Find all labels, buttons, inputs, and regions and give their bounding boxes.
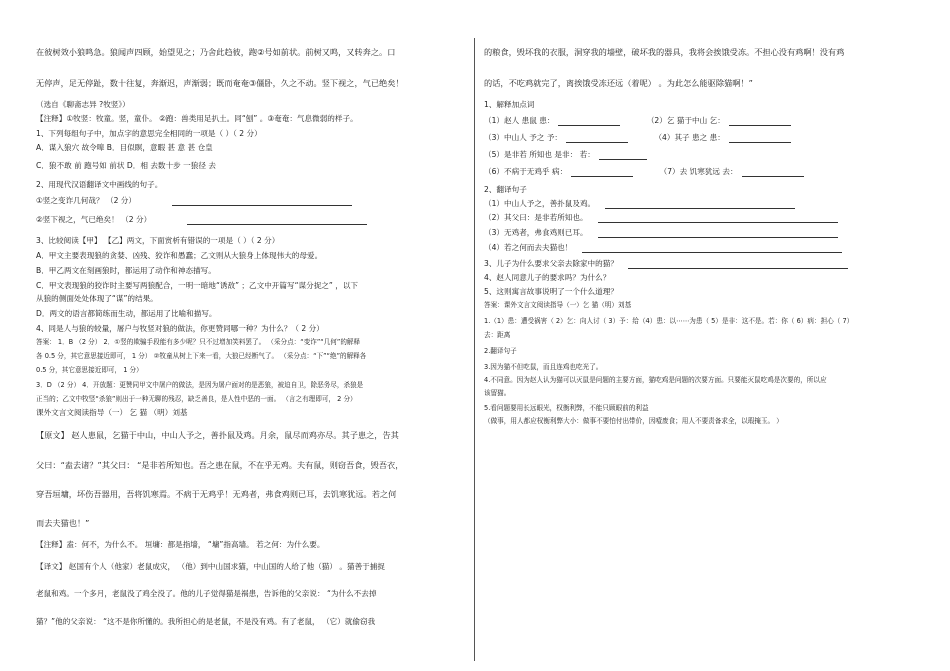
answer-line: 正当的；乙文中牧竖“杀狼”则出于一种无聊的残忍，缺乏善良，是人性中恶的一面。 （言之有理即可， 2 分） <box>36 395 357 403</box>
answer-line: 2.翻译句子 <box>484 347 517 355</box>
passage-line: 无停声，足无停趾，数十往复，奔渐迟，声渐弱；既而奄奄③僵卧，久之不动。竖下视之，气已绝矣！ <box>36 78 404 88</box>
answer-line: 3．D （2 分） 4．开放题：更赞同甲文中屠户的做法，是因为屠户面对的是恶狼，被迫自卫，除恶务尽，杀狼是 <box>36 381 364 389</box>
answer-line: 1.（1）患：遭受祸害（ 2）乞：向人讨（ 3）予：给（4）患：以⋯⋯为患（ 5）是非：这不是。若：你（ 6）病：担心（ 7） <box>484 317 854 325</box>
answer-title: 答案：课外文言文阅读指导（一）乞 猫（明）刘基 <box>484 301 632 309</box>
answer-line: 去：距离 <box>484 331 511 339</box>
answer-line: 答案： 1．B （2 分） 2．①竖的欺骗手段能有多少呢？只不过增加笑料罢了。 （采分点：“变诈”“几何”的解释 <box>36 338 361 346</box>
passage-source: （选自《聊斋志异 ?牧竖》） <box>36 100 130 109</box>
question-1: 1、下列每组句子中，加点字的意思完全相同的一项是（ ）（ 2 分） <box>36 129 262 138</box>
question-3-right: 3、儿子为什么要求父亲去除家中的猫？ <box>484 259 924 269</box>
translate-item: （1）中山人予之，善扑鼠及鸡。 <box>484 199 924 209</box>
question-3-option-b: B．甲乙两文在刻画狼时，都运用了动作和神态描写。 <box>36 266 216 275</box>
translation-line: 老鼠和鸡。一个多月，老鼠没了鸡全没了。他的儿子觉得猫是祸患，告诉他的父亲说： “为什么不去掉 <box>36 589 377 598</box>
question-4-right: 4、赵人同意儿子的要求吗？为什么？ <box>484 273 611 282</box>
question-1-options-cd: C．狼不敢 前 跑号如 前状 D．相 去数十步 一狼径 去 <box>36 161 216 170</box>
explain-row-1: （1）赵人 患鼠 患： （2）乞 猫于中山 乞： <box>484 116 924 126</box>
answer-line: 0.5 分，其它意思接近即可， 1 分） <box>36 366 143 374</box>
translate-item: （2）其父曰：是非若所知也。 <box>484 213 924 223</box>
original-text-line: 【原文】 赵人患鼠，乞猫于中山，中山人予之，善扑鼠及鸡。月余，鼠尽而鸡亦尽。其子患之，告其 <box>36 430 399 440</box>
question-3-option-c-cont: 从狼的侧面处处体现了“谋”的结果。 <box>36 294 158 303</box>
answer-line: 各 0.5 分，其它意思接近即可， 1 分） ②牧童从树上下来一看，大狼已经断气了。 （采分点：“下”“绝”的解释各 <box>36 352 367 360</box>
explain-row-4: （6）不病于无鸡乎 病： （7）去 饥寒犹远 去： <box>484 167 924 177</box>
question-2: 2、用现代汉语翻译文中画线的句子。 <box>36 180 163 189</box>
passage-notes: 【注释】①牧竖：牧童。竖，童仆。 ②跑：兽类用足扒土。同“刨” 。③奄奄：气息微弱的样子。 <box>36 114 358 123</box>
translate-item: （4）若之何而去夫猫也！ <box>484 243 924 253</box>
translate-item: （3）无鸡者，弗食鸡则已耳。 <box>484 228 924 238</box>
question-heading: 2、翻译句子 <box>484 185 527 194</box>
question-3-option-a: A．甲文主要表现狼的贪婪、凶残、狡诈和愚蠢；乙文则从大狼身上体现伟大的母爱。 <box>36 251 323 260</box>
right-column <box>484 0 924 671</box>
question-heading: 1、解释加点词 <box>484 100 535 109</box>
passage-line: 在彼树效小狼鸣急。狼闻声四顾，始望见之；乃舍此趋彼，跑②号如前状。前树又鸣，又转奔之。口 <box>36 47 396 57</box>
question-3-option-c: C．甲文表现狼的狡诈时主要写两狼配合，一明一暗地“诱敌” ；乙文中开篇写“谋分捉之” ，以下 <box>36 281 359 290</box>
answer-line: 3.因为猫不但吃鼠，而且连鸡也吃光了。 <box>484 363 603 371</box>
reading-guide-title: 课外文言文阅读指导（一） 乞 猫 （明）刘基 <box>36 408 188 417</box>
left-column <box>36 0 460 671</box>
answer-line: 5.看问题要用长远眼光，权衡利弊，不能只顾眼前的利益 <box>484 404 649 412</box>
answer-line: （做事，用人都应权衡利弊大小：做事不要怕付出带价，因噎废食；用人不要责备求全，以瑕掩玉。 ） <box>484 417 783 425</box>
question-3: 3、比较阅读【甲】 【乙】两文，下面赏析有错误的一项是（ ）（ 2 分） <box>36 236 280 245</box>
question-3-option-d: D．两文的语言都简练而生动，都运用了比喻和描写。 <box>36 309 217 318</box>
annotation-line: 【注释】盍：何不，为什么不。 垣墉：都是指墙， “墉”指高墙。 若之何：为什么要。 <box>36 540 325 549</box>
column-divider <box>474 38 475 661</box>
translation-line: 的话，不吃鸡就完了，离挨饿受冻还远（着呢） 。为此怎么能驱除猫啊！” <box>484 78 753 88</box>
answer-line: 4.不同意。因为赵人认为猫可以灭鼠是问题的主要方面，猫吃鸡是问题的次要方面。只要能灭鼠吃鸡是次要的，所以应 <box>484 376 827 384</box>
translation-line: 【译文】 赵国有个人（他家）老鼠成灾， （他）到中山国求猫，中山国的人给了他（猫） 。猫善于捕捉 <box>36 562 385 571</box>
translation-line: 猫？”他的父亲说： “这不是你所懂的。我所担心的是老鼠，不是没有鸡。有了老鼠， （它）就偷窃我 <box>36 617 376 626</box>
explain-row-2: （3）中山人 予之 予： （4）其子 患之 患： <box>484 133 924 143</box>
original-text-line: 而去夫猫也！” <box>36 518 90 528</box>
original-text-line: 穿吾垣墉，坏伤吾器用，吾将饥寒焉。不病于无鸡乎！无鸡者，弗食鸡则已耳，去饥寒犹远。若之何 <box>36 489 397 499</box>
original-text-line: 父曰：“盍去诸？”其父曰： “是非若所知也。吾之患在鼠，不在乎无鸡。夫有鼠，则窃吾食，毁吾衣， <box>36 460 404 470</box>
answer-line: 该留猫。 <box>484 389 511 397</box>
question-2-item-2: ②竖下视之，气已绝矣！ （2 分） <box>36 215 460 225</box>
question-5-right: 5、这则寓言故事说明了一个什么道理？ <box>484 287 618 296</box>
question-2-item-1: ①竖之变诈几何哉？ （2 分） <box>36 196 460 206</box>
question-4: 4、同是人与狼的较量，屠户与牧竖对狼的做法，你更赞同哪一种？为什么？（ 2 分） <box>36 324 324 333</box>
question-1-options-ab: A．谋入狼穴 故令嗥 B．目似瞑，意暇 甚 意 甚 仓皇 <box>36 143 213 152</box>
translation-line: 的粮食，毁坏我的衣服，洞穿我的墙壁，破坏我的器具，我将会挨饿受冻。不担心没有鸡啊！没有鸡 <box>484 47 845 57</box>
explain-row-3: （5）是非若 所知也 是非： 若： <box>484 150 924 160</box>
